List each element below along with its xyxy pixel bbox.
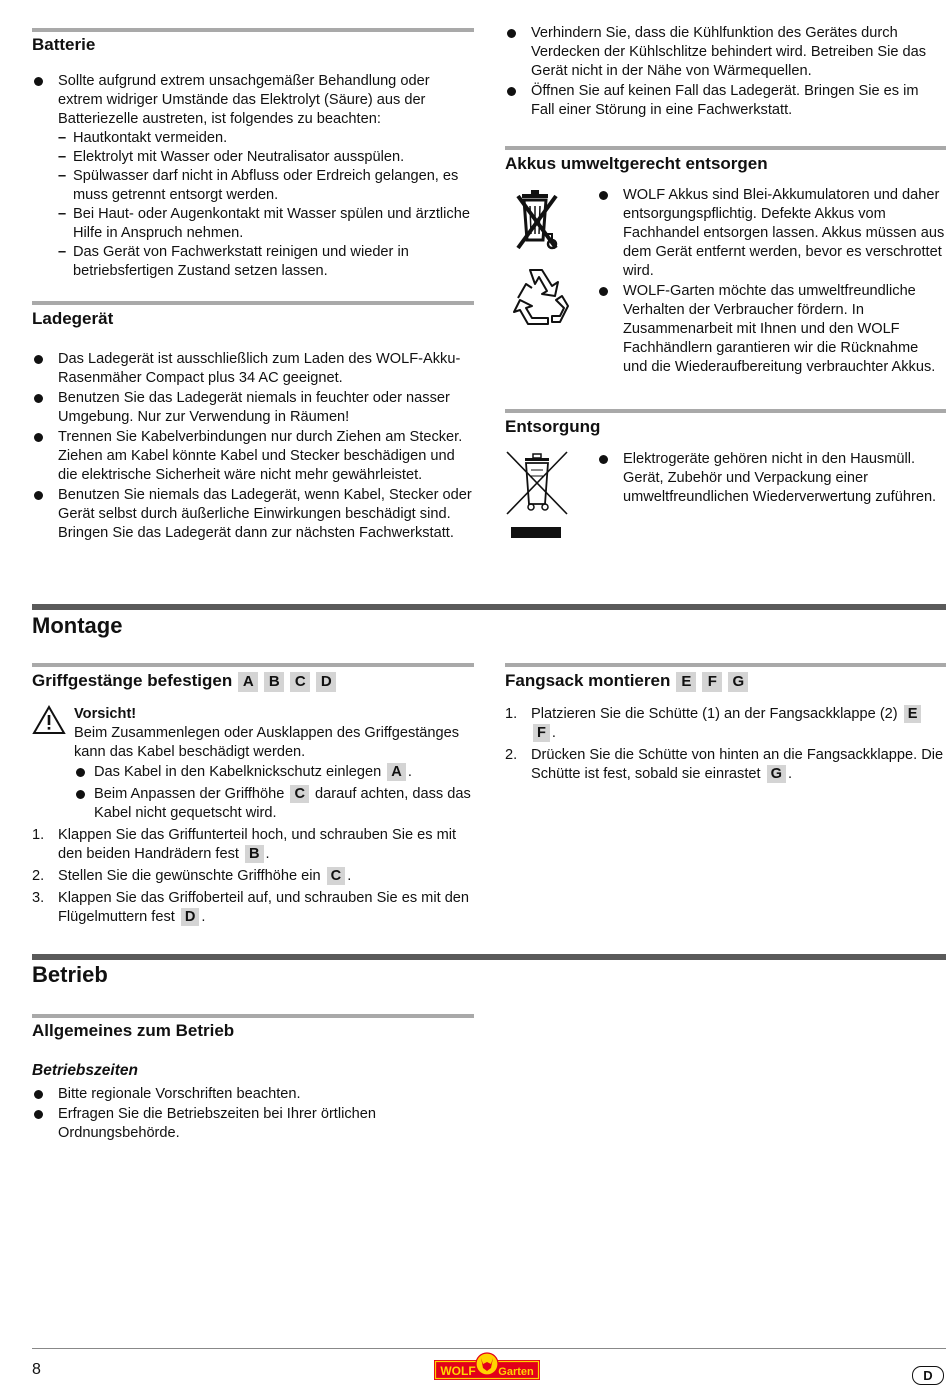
chapter-rule [32, 954, 946, 960]
section-rule [32, 301, 474, 305]
section-title: Entsorgung [505, 417, 601, 436]
footer-rule [32, 1348, 946, 1349]
allgemein-section [32, 1021, 474, 1144]
list-item: Das Kabel in den Kabelknickschutz einlegen A . [74, 763, 474, 782]
list-item: WOLF-Garten möchte das umweltfreundliche Verhalten der Verbraucher fördern. In Zusammenarbeit mit Ihnen und den WOLF Fachhändlern garantieren wir die Rücknahme und die Wiederaufbereitung verbrauchter Akkus. [597, 282, 946, 377]
list-item: Benutzen Sie niemals das Ladegerät, wenn Kabel, Stecker oder Gerät selbst durch äußerliche Einwirkungen beschädigt sind. Bringen Sie das Ladegerät dann zur nächsten Fachwerkstatt. [32, 486, 474, 543]
chapter-rule [32, 604, 946, 610]
list-item: WOLF Akkus sind Blei-Akkumulatoren und daher entsorgungspflichtig. Defekte Akkus vom Fachhandel entsorgen lassen. Akkus müssen aus dem Gerät entfernt werden, bevor es verschrottet wird. [597, 186, 946, 281]
section-title: Batterie [32, 35, 96, 54]
figure-ref-tag: A [238, 672, 258, 692]
akkus-list [597, 186, 946, 378]
list-item: 1. Klappen Sie das Griffunterteil hoch, und schrauben Sie es mit den beiden Handrädern fest B . [32, 827, 457, 862]
crossed-bin-icon [512, 188, 568, 252]
section-rule [32, 663, 474, 667]
list-item: 2. Stellen Sie die gewünschte Griffhöhe ein C . [32, 868, 352, 884]
section-title: Fangsack montieren E F G [505, 671, 946, 692]
figure-ref-tag: B [245, 845, 264, 863]
recycling-icon [508, 264, 574, 328]
batterie-section [32, 35, 474, 282]
list-item: 2. Drücken Sie die Schütte von hinten an die Fangsackklappe. Die Schütte ist fest, sobald sie einrastet G . [505, 747, 944, 782]
subsection-title: Betriebszeiten [32, 1062, 138, 1079]
wolf-garten-logo [434, 1352, 540, 1382]
figure-ref-tag: F [533, 724, 550, 742]
list-item: – Elektrolyt mit Wasser oder Neutralisator ausspülen. [58, 148, 474, 167]
language-badge: D [912, 1366, 944, 1385]
section-title: Allgemeines zum Betrieb [32, 1021, 235, 1040]
list-item: Verhindern Sie, dass die Kühlfunktion des Gerätes durch Verdecken der Kühlschlitze behindert wird. Betreiben Sie das Gerät nicht in der Nähe von Wärmequellen. [505, 24, 946, 81]
logo-text-left: WOLF [440, 1364, 476, 1378]
figure-ref-tag: D [316, 672, 336, 692]
charger-continued [505, 24, 946, 121]
figure-ref-tag: C [290, 785, 309, 803]
section-rule [505, 146, 946, 150]
fangsack-section [505, 671, 946, 785]
list-item: Benutzen Sie das Ladegerät niemals in feuchter oder nasser Umgebung. Nur zur Verwendung in Räumen! [32, 389, 474, 427]
akkus-section [505, 154, 946, 174]
warning-box [32, 705, 474, 823]
figure-ref-tag: D [181, 908, 200, 926]
list-item: Elektrogeräte gehören nicht in den Hausmüll. Gerät, Zubehör und Verpackung einer umweltfreundlichen Wiederverwertung zuführen. [597, 450, 946, 507]
list-item: – Hautkontakt vermeiden. [58, 129, 474, 148]
figure-ref-tag: G [728, 672, 748, 692]
montage-chapter [32, 613, 122, 639]
list-item: 3. Klappen Sie das Griffoberteil auf, und schrauben Sie es mit den Flügelmuttern fest D . [32, 890, 470, 925]
section-title: Akkus umweltgerecht entsorgen [505, 154, 768, 173]
section-rule [32, 1014, 474, 1018]
figure-ref-tag: F [702, 672, 722, 692]
list-item: Sollte aufgrund extrem unsachgemäßer Behandlung oder extrem widriger Umstände das Elektrolyt (Säure) aus der Batteriezelle austreten, ist folgendes zu beachten: – Hautkontakt vermeiden. – Elektrolyt mit Wasser oder Neutralisator ausspülen. – Spülwasser darf nicht in Abfluss oder Erdreich gelangen, es muss getrennt entsorgt werden. – Bei Haut- oder Augenkontakt mit Wasser spülen und ärztliche Hilfe in Anspruch nehmen. – Das Gerät von Fachwerkstatt reinigen und wieder in betriebsfertigen Zustand setzen lassen. [32, 72, 474, 281]
list-item: – Spülwasser darf nicht in Abfluss oder Erdreich gelangen, es muss getrennt entsorgt werden. [58, 167, 474, 205]
page-number: 8 [32, 1361, 41, 1378]
section-rule [505, 663, 946, 667]
betrieb-chapter [32, 962, 108, 988]
warning-title: Vorsicht! [74, 706, 137, 722]
warning-text: Beim Zusammenlegen oder Ausklappen des Griffgestänges kann das Kabel beschädigt werden. [74, 725, 460, 760]
chapter-title: Montage [32, 613, 123, 638]
figure-ref-tag: A [387, 763, 406, 781]
griff-section [32, 671, 474, 928]
figure-ref-tag: G [767, 765, 786, 783]
section-title: Griffgestänge befestigen A B C D [32, 671, 474, 692]
list-item: – Bei Haut- oder Augenkontakt mit Wasser spülen und ärztliche Hilfe in Anspruch nehmen. [58, 205, 474, 243]
list-item: Beim Anpassen der Griffhöhe C darauf achten, dass das Kabel nicht gequetscht wird. [74, 785, 474, 823]
chapter-title: Betrieb [32, 962, 108, 987]
figure-ref-tag: E [904, 705, 922, 723]
logo-text-right: Garten [498, 1366, 534, 1378]
list-item: 1. Platzieren Sie die Schütte (1) an der Fangsackklappe (2) E F . [505, 705, 946, 743]
list-item: Bitte regionale Vorschriften beachten. [32, 1085, 474, 1104]
section-rule [32, 28, 474, 32]
ladegeraet-section [32, 309, 474, 544]
section-rule [505, 409, 946, 413]
list-item: Erfragen Sie die Betriebszeiten bei Ihrer örtlichen Ordnungsbehörde. [32, 1105, 474, 1143]
figure-ref-tag: C [290, 672, 310, 692]
entsorgung-list [597, 450, 946, 508]
list-item: Das Ladegerät ist ausschließlich zum Laden des WOLF-Akku-Rasenmäher Compact plus 34 AC geeignet. [32, 350, 474, 388]
weee-bin-icon [505, 450, 569, 542]
list-item: Trennen Sie Kabelverbindungen nur durch Ziehen am Stecker. Ziehen am Kabel könnte Kabel und Stecker beschädigen und die elektrische Sicherheit wäre nicht mehr gewährleistet. [32, 428, 474, 485]
figure-ref-tag: B [264, 672, 284, 692]
list-item: – Das Gerät von Fachwerkstatt reinigen und wieder in betriebsfertigen Zustand setzen lassen. [58, 243, 474, 281]
warning-icon [32, 705, 66, 735]
figure-ref-tag: C [327, 867, 346, 885]
list-item: Öffnen Sie auf keinen Fall das Ladegerät. Bringen Sie es im Fall einer Störung in eine Fachwerkstatt. [505, 82, 946, 120]
figure-ref-tag: E [676, 672, 696, 692]
entsorgung-section [505, 417, 946, 437]
section-title: Ladegerät [32, 309, 114, 328]
